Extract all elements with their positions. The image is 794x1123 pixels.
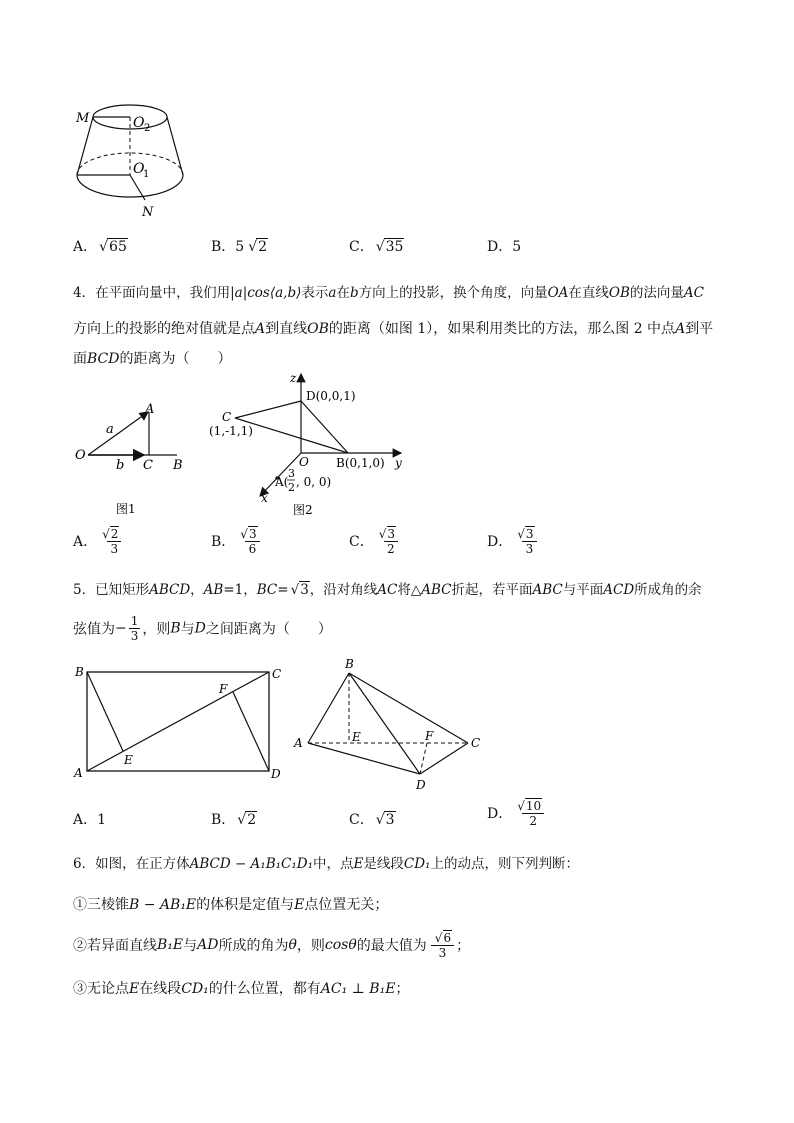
fraction [107, 526, 121, 556]
coefficient: 5 [235, 239, 245, 255]
option-value: 1 [97, 812, 107, 828]
q5-option-c[interactable] [349, 809, 396, 829]
option-label: D． [487, 806, 513, 822]
option-label: C． [349, 812, 374, 828]
q3-option-a[interactable] [73, 236, 128, 256]
sqrt [245, 811, 257, 828]
q5-option-a[interactable] [73, 809, 106, 829]
q4-line-3: 面BCD的距离为（ ） [73, 351, 232, 367]
label-N: N [142, 205, 154, 220]
fig2-label-C-coord: (1,-1,1) [209, 424, 253, 438]
q5-line-1: 5．已知矩形ABCD，AB=1，BC=√ 3，沿对角线AC将△ABC折起，若平面ABC与平面ACD所成角的余 [73, 578, 702, 598]
fraction [384, 526, 398, 556]
label-O2-sub: 2 [144, 123, 151, 134]
fig2-label-x: x [261, 491, 268, 505]
denominator: 2 [387, 542, 395, 556]
fig1-label-C: C [143, 458, 153, 473]
q3-option-c[interactable] [349, 236, 404, 256]
denominator: 3 [525, 542, 534, 556]
sqrt [384, 238, 405, 255]
q4-option-b[interactable] [211, 526, 262, 556]
q3-option-b[interactable] [211, 236, 268, 256]
fraction [522, 526, 536, 556]
q4-line-1: 4．在平面向量中，我们用|a|cos⟨a,b⟩表示a在b方向上的投影，换个角度，向量OA在直线OB的法向量AC [73, 285, 705, 301]
fig1-label-B: B [173, 458, 183, 473]
numerator: 3 [387, 527, 396, 541]
option-label: B． [211, 812, 236, 828]
fig2-label-D: D(0,0,1) [306, 389, 356, 403]
option-label: C． [349, 239, 374, 255]
option-label: A． [73, 812, 98, 828]
rect-label-A: A [74, 766, 83, 780]
option-label: B． [211, 239, 236, 255]
fig2-label-A-rest: , 0, 0) [296, 475, 332, 489]
q4-option-c[interactable] [349, 526, 400, 556]
fig2-label-z: z [290, 371, 297, 385]
rectangle-figure [70, 660, 290, 785]
fig2-label-B: B(0,1,0) [336, 456, 385, 470]
fig1-caption: 图1 [116, 502, 136, 516]
numerator: 3 [248, 527, 257, 541]
fig2-label-O: O [299, 455, 309, 469]
fold-label-D: D [416, 778, 426, 792]
option-label: A． [73, 239, 98, 255]
fold-label-B: B [345, 657, 354, 671]
q6-line-1: 6．如图，在正方体ABCD − A₁B₁C₁D₁中，点E是线段CD₁上的动点，则下列判断： [73, 856, 579, 872]
denominator: 3 [110, 542, 119, 556]
fraction [245, 526, 259, 556]
radicand: 3 [385, 812, 395, 828]
figure-2-coordinates [205, 368, 415, 518]
figure-1-vector [72, 395, 197, 520]
q4-line-2: 方向上的投影的绝对值就是点A到直线OB的距离（如图 1），如果利用类比的方法，那么图 2 中点A到平 [73, 321, 714, 337]
fig1-label-A: A [145, 402, 155, 417]
option-label: C． [349, 534, 374, 550]
denominator: 6 [248, 542, 257, 556]
q4-option-a[interactable] [73, 526, 123, 556]
fold-label-F: F [425, 729, 434, 743]
fig1-label-b: b [116, 458, 125, 473]
fold-label-C: C [471, 736, 481, 750]
fig1-label-a: a [106, 422, 114, 437]
option-label: A． [73, 534, 98, 550]
q5-option-d[interactable] [487, 798, 546, 828]
sqrt [107, 238, 128, 255]
radicand: 65 [109, 239, 127, 255]
option-label: B． [211, 534, 236, 550]
fraction [522, 798, 544, 828]
fig1-label-O: O [75, 448, 86, 463]
option-value: 5 [512, 239, 522, 255]
sqrt [384, 811, 396, 828]
q6-statement-2: ②若异面直线B₁E与AD所成的角为θ，则cosθ的最大值为 √ $\frac{6}{3}$ ； [73, 930, 470, 960]
option-label: D． [487, 534, 513, 550]
label-O1: O [133, 161, 145, 177]
numerator: 3 [525, 527, 534, 541]
label-O2: O [133, 115, 145, 131]
rect-label-E: E [124, 753, 133, 767]
rect-label-D: D [271, 767, 281, 781]
numerator: 2 [110, 527, 119, 541]
numerator: 10 [525, 799, 542, 813]
fold-label-E: E [352, 730, 361, 744]
rect-label-B: B [75, 665, 84, 679]
q4-option-d[interactable] [487, 526, 539, 556]
denominator: 2 [529, 814, 538, 828]
rect-label-C: C [272, 667, 282, 681]
folded-figure [290, 655, 490, 795]
label-M: M [76, 111, 90, 126]
option-label: D． [487, 239, 513, 255]
fold-label-A: A [294, 736, 303, 750]
radicand: 2 [258, 239, 268, 255]
q3-option-d[interactable] [487, 236, 521, 256]
rect-label-F: F [219, 682, 228, 696]
q6-statement-3: ③无论点E在线段CD₁的什么位置，都有AC₁ ⊥ B₁E； [73, 981, 410, 997]
fig2-label-C: C [222, 410, 232, 424]
sqrt [256, 238, 268, 255]
label-O1-sub: 1 [143, 169, 150, 180]
fig2-caption: 图2 [293, 503, 313, 517]
radicand: 35 [385, 239, 404, 255]
radicand: 2 [247, 812, 257, 828]
q6-statement-1: ①三棱锥B − AB₁E的体积是定值与E点位置无关； [73, 897, 389, 913]
fig2-label-A-den: 2 [288, 481, 295, 494]
fig2-label-A: A( [275, 475, 289, 489]
fig2-label-A-num: 3 [288, 467, 295, 480]
fig2-label-y: y [395, 456, 402, 470]
frustum-figure [70, 95, 200, 225]
q5-option-b[interactable] [211, 809, 257, 829]
q5-line-2: 弦值为− $\frac{1}{3}$ ，则B与D之间距离为（ ） [73, 614, 332, 643]
